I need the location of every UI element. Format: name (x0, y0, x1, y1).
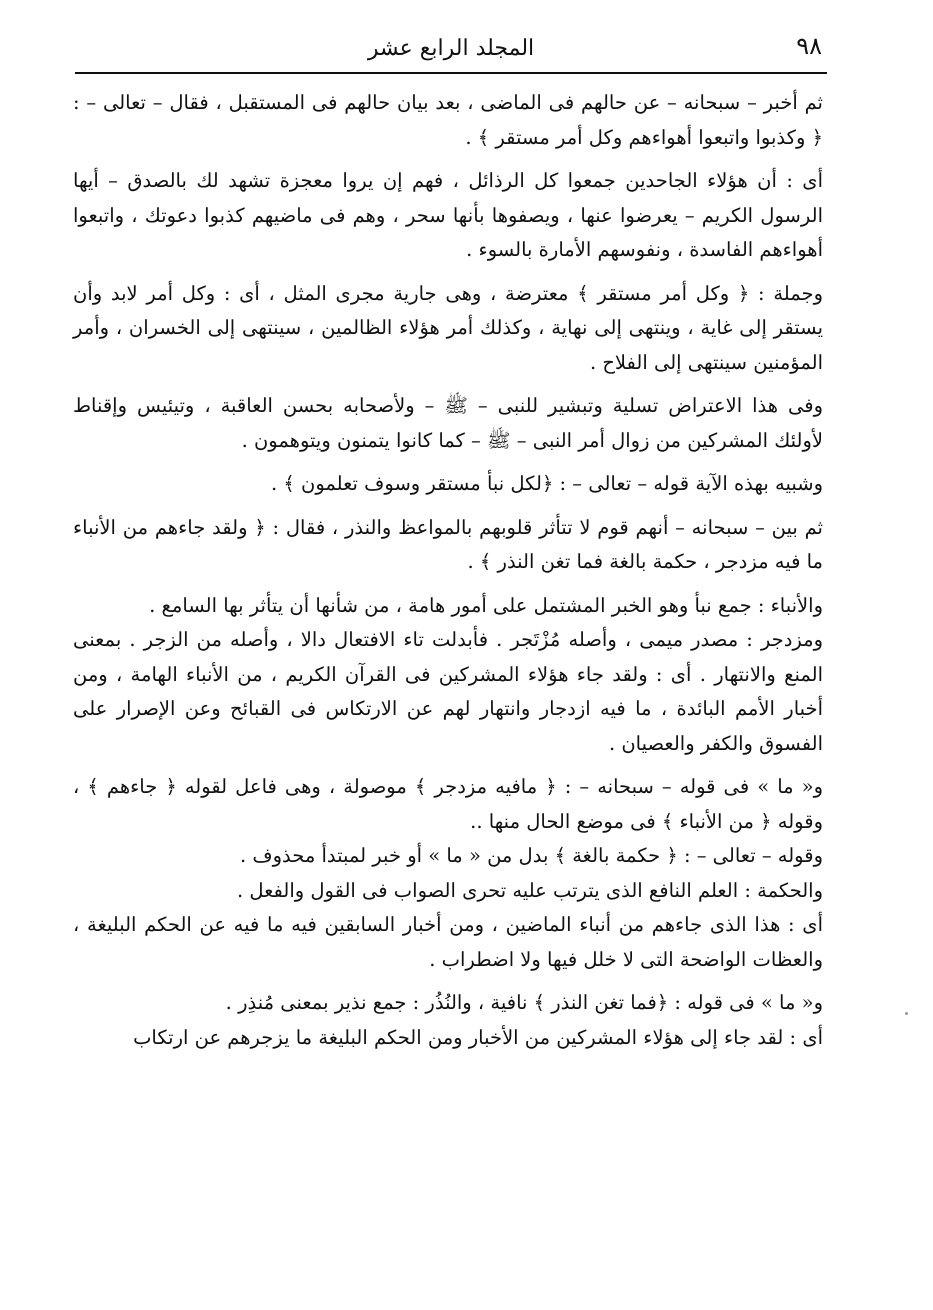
paragraph: والحكمة : العلم النافع الذى يترتب عليه تحرى الصواب فى القول والفعل . (236, 878, 823, 902)
paragraph: وشبيه بهذه الآية قوله – تعالى – : ﴿لكل نبأ مستقر وسوف تعلمون ﴾ . (270, 472, 823, 495)
paragraph: أى : لقد جاء إلى هؤلاء المشركين من الأخبار ومن الحكم البليغة ما يزجرهم عن ارتكاب (133, 1025, 823, 1049)
paragraph: أى : هذا الذى جاءهم من أنباء الماضين ، ومن أخبار السابقين فيه ما فيه عن الحكم البليغة ، والعظات الواضحة التى لا خلل فيها ولا اضطراب . (73, 913, 823, 971)
page-body (73, 86, 823, 1055)
paragraph: وفى هذا الاعتراض تسلية وتبشير للنبى – ﷺ – ولأصحابه بحسن العاقبة ، وتيئيس وإقناط لأولئك المشركين من زوال أمر النبى – ﷺ – كما كانوا يتمنون ويتوهمون . (73, 394, 823, 452)
paragraph: ثم بين – سبحانه – أنهم قوم لا تتأثر قلوبهم بالمواعظ والنذر ، فقال : ﴿ ولقد جاءهم من الأنباء ما فيه مزدجر ، حكمة بالغة فما تغن النذر ﴾ . (73, 515, 823, 573)
page-header (75, 26, 827, 74)
paragraph: وجملة : ﴿ وكل أمر مستقر ﴾ معترضة ، وهى جارية مجرى المثل ، أى : وكل أمر لابد وأن يستقر إلى غاية ، وينتهى إلى نهاية ، وكذلك أمر هؤلاء الظالمين ، سينتهى إلى الخسران ، وأمر المؤمنين سينتهى إلى الفلاح . (73, 281, 823, 374)
paragraph: أى : أن هؤلاء الجاحدين جمعوا كل الرذائل ، فهم إن يروا معجزة تشهد لك بالصدق – أيها الرسول الكريم – يعرضوا عنها ، ويصفوها بأنها سحر ، وهم فى ماضيهم كذبوا دعوتك ، واتبعوا أهواءهم الفاسدة ، ونفوسهم الأمارة بالسوء . (73, 169, 823, 261)
paragraph: وقوله – تعالى – : ﴿ حكمة بالغة ﴾ بدل من « ما » أو خبر لمبتدأ محذوف . (239, 844, 823, 867)
paragraph: ومزدجر : مصدر ميمى ، وأصله مُزْتَجر . فأبدلت تاء الافتعال دالا ، وأصله من الزجر . بمعنى المنع والانتهار . أى : ولقد جاء هؤلاء المشركين فى القرآن الكريم ، من الأنباء الهامة ، ومن أخبار الأمم البائدة ، ما فيه ازدجار وانتهار لهم عن الارتكاس فى القبائح وعن الإصرار على الفسوق والكفر والعصيان . (73, 628, 823, 755)
paragraph: والأنباء : جمع نبأ وهو الخبر المشتمل على أمور هامة ، من شأنها أن يتأثر بها السامع . (149, 593, 823, 617)
header-rule (75, 72, 827, 74)
paragraph: و« ما » فى قوله – سبحانه – : ﴿ مافيه مزدجر ﴾ موصولة ، وهى فاعل لقوله ﴿ جاءهم ﴾ ، وقوله ﴿ من الأنباء ﴾ فى موضع الحال منها .. (73, 775, 823, 833)
paragraph: ثم أخبر – سبحانه – عن حالهم فى الماضى ، بعد بيان حالهم فى المستقبل ، فقال – تعالى – : ﴿ وكذبوا واتبعوا أهواءهم وكل أمر مستقر ﴾ . (73, 91, 823, 149)
page-number: ٩٨ (796, 32, 822, 60)
paragraph: و« ما » فى قوله : ﴿فما تغن النذر ﴾ نافية ، والنُذُر : جمع نذير بمعنى مُنذِر . (225, 991, 823, 1014)
running-title: المجلد الرابع عشر (367, 36, 535, 61)
scan-speck (905, 1012, 908, 1015)
